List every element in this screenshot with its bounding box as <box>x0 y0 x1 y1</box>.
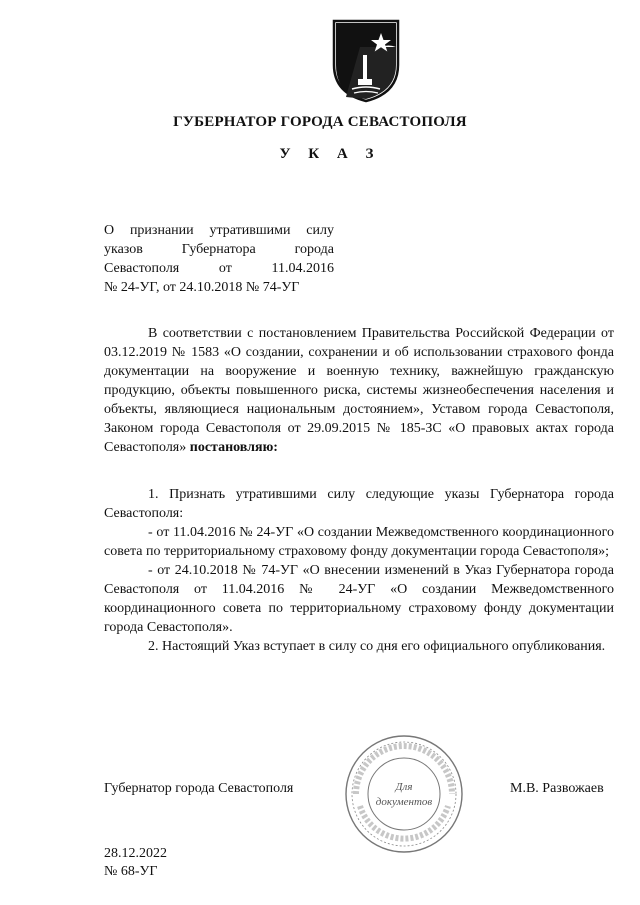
preamble-paragraph <box>104 324 614 457</box>
document-date: 28.12.2022 <box>104 846 167 861</box>
subject-line: Севастополя от 11.04.2016 <box>104 261 334 276</box>
item-1-sub-a: - от 11.04.2016 № 24-УГ «О создании Межведомственного координационного совета по территориальному страховому фонду документации города Севастополя»; <box>104 525 614 559</box>
signatory-name: М.В. Развожаев <box>510 781 604 796</box>
document-subject <box>104 221 334 297</box>
item-2: 2. Настоящий Указ вступает в силу со дня его официального опубликования. <box>148 639 606 654</box>
sevastopol-coat-of-arms-emblem <box>330 17 402 103</box>
subject-line: указов Губернатора города <box>104 242 334 257</box>
subject-line: № 24-УГ, от 24.10.2018 № 74-УГ <box>104 280 300 295</box>
preamble-text: В соответствии с постановлением Правительства Российской Федерации от 03.12.2019 № 1583 «О создании, сохранении и об использовании страхового фонда документации на вооружение и военную технику, важнейшую гражданскую продукцию, объекты повышенного риска, системы жизнеобеспечения населения и объекты, являющиеся национальным достоянием», Уставом города Севастополя, Законом города Севастополя от 29.09.2015 № 185-ЗС «О правовых актах города Севастополя» <box>104 326 614 455</box>
item-1: 1. Признать утратившими силу следующие указы Губернатора города Севастополя: <box>104 487 614 521</box>
svg-text:Для: Для <box>395 781 413 793</box>
decree-word: постановляю: <box>189 440 278 455</box>
signatory-title: Губернатор города Севастополя <box>104 781 294 796</box>
official-seal-stamp <box>342 732 466 856</box>
preamble-section <box>104 324 614 457</box>
decree-items <box>104 485 614 656</box>
issuer-heading: ГУБЕРНАТОР ГОРОДА СЕВАСТОПОЛЯ <box>173 114 467 130</box>
subject-line: О признании утратившими силу <box>104 223 334 238</box>
svg-text:документов: документов <box>375 796 433 808</box>
item-1-sub-b: - от 24.10.2018 № 74-УГ «О внесении изменений в Указ Губернатора города Севастополя от 11.04.2016 № 24-УГ «О создании Межведомственного координационного совета по территориальному страховому фонду документации города Севастополя». <box>104 563 614 635</box>
document-type-heading: У К А З <box>279 146 381 162</box>
document-number: № 68-УГ <box>104 864 158 879</box>
